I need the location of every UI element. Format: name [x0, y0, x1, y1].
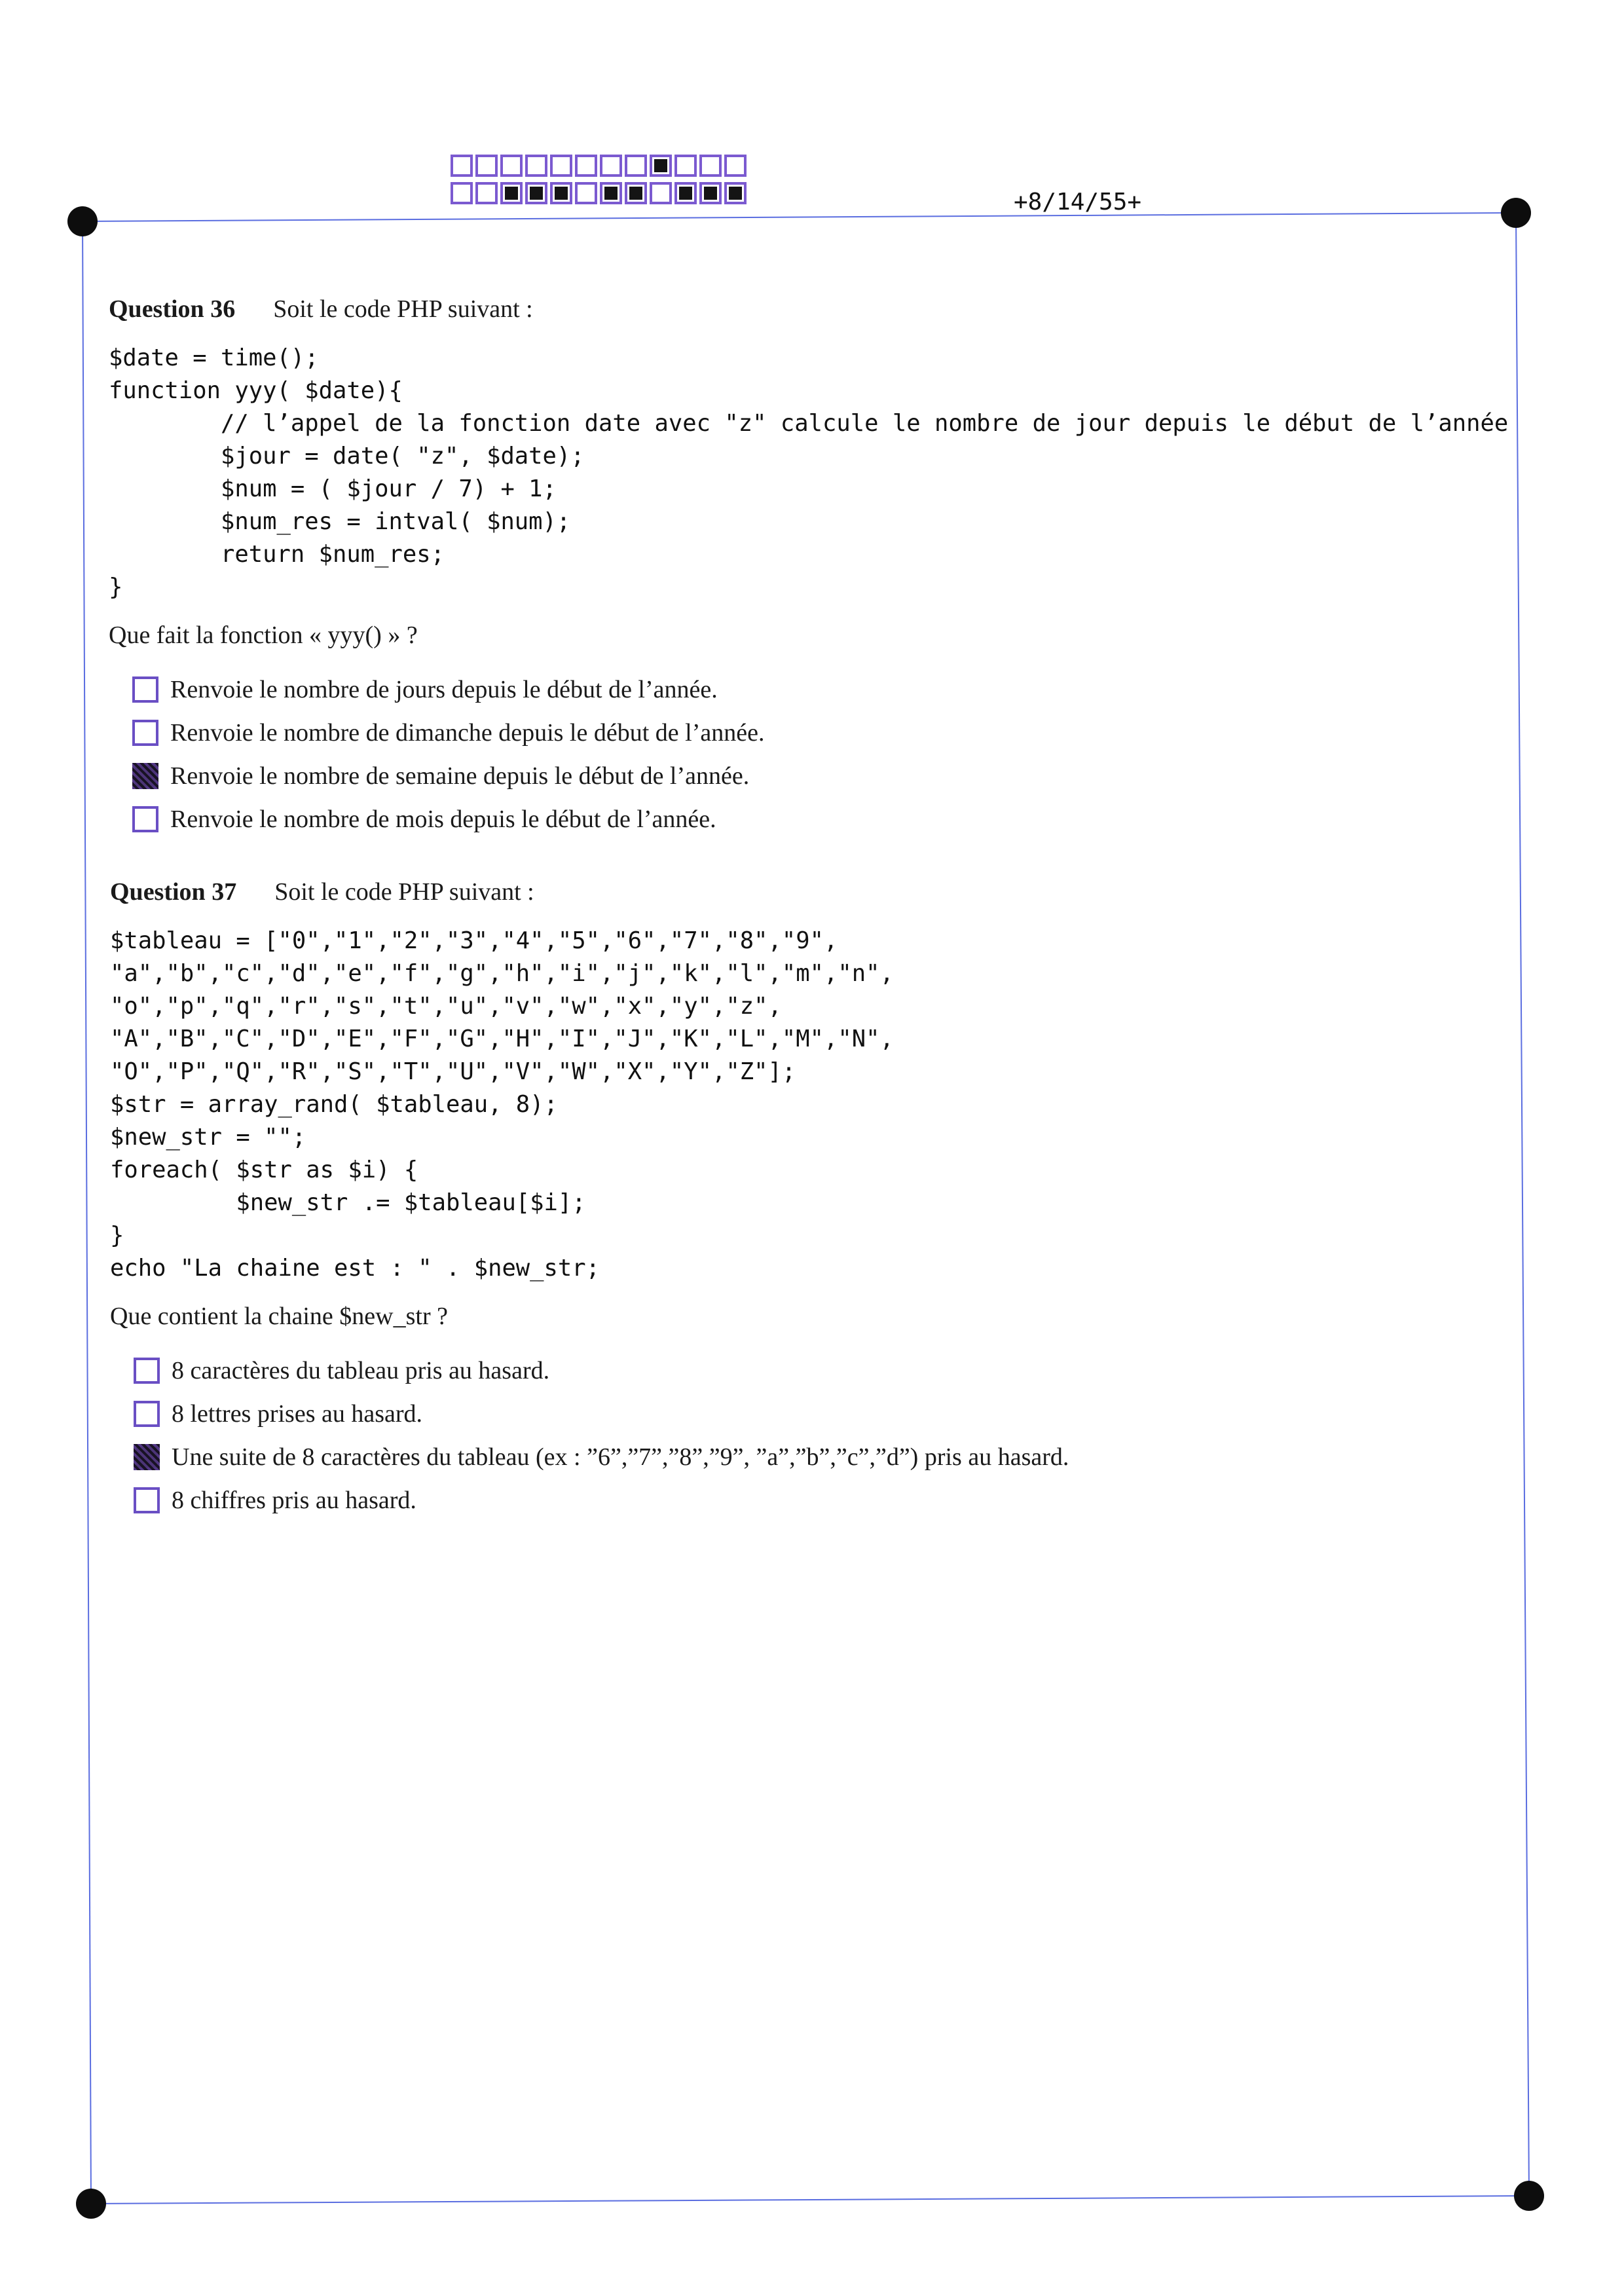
answer-checkbox[interactable] — [132, 676, 158, 703]
registration-mark-bottom-right — [1514, 2181, 1544, 2211]
answer-option — [110, 1479, 1069, 1522]
barcode-cell — [600, 155, 622, 177]
barcode-cell — [500, 182, 523, 204]
barcode-cell — [525, 155, 547, 177]
answer-checkbox[interactable] — [134, 1444, 160, 1470]
barcode-cell — [650, 155, 672, 177]
question-37-header — [110, 878, 1069, 906]
barcode-cell — [674, 182, 697, 204]
barcode-cell — [475, 182, 498, 204]
answer-label: Renvoie le nombre de mois depuis le début de l’année. — [170, 805, 716, 833]
registration-mark-bottom-left — [76, 2189, 106, 2219]
barcode-cell — [451, 182, 473, 204]
question-36-answers — [109, 668, 1508, 841]
question-36-prompt: Que fait la fonction « yyy() » ? — [109, 621, 418, 649]
barcode-cell — [699, 182, 722, 204]
answer-option — [110, 1435, 1069, 1479]
page-barcode — [451, 155, 747, 210]
answer-checkbox[interactable] — [132, 806, 158, 832]
barcode-cell — [550, 155, 572, 177]
answer-option — [110, 1349, 1069, 1392]
question-36-label: Question 36 — [109, 295, 236, 323]
barcode-cell — [600, 182, 622, 204]
question-37-answers — [110, 1349, 1069, 1522]
barcode-row-top — [451, 155, 747, 177]
barcode-cell — [451, 155, 473, 177]
question-37-prompt: Que contient la chaine $new_str ? — [110, 1303, 448, 1330]
barcode-cell — [650, 182, 672, 204]
barcode-cell — [674, 155, 697, 177]
question-37 — [110, 878, 1069, 1522]
question-36-intro: Soit le code PHP suivant : — [273, 295, 533, 323]
barcode-cell — [550, 182, 572, 204]
answer-label: Renvoie le nombre de dimanche depuis le début de l’année. — [170, 719, 765, 747]
answer-label: Renvoie le nombre de jours depuis le début de l’année. — [170, 676, 718, 703]
answer-option — [109, 798, 1508, 841]
answer-label: 8 lettres prises au hasard. — [172, 1400, 423, 1428]
answer-option — [109, 754, 1508, 798]
answer-option — [109, 668, 1508, 711]
registration-mark-top-right — [1501, 198, 1531, 228]
answer-checkbox[interactable] — [132, 763, 158, 789]
registration-mark-top-left — [67, 206, 98, 236]
barcode-cell — [575, 155, 597, 177]
answer-checkbox[interactable] — [134, 1358, 160, 1384]
barcode-cell — [724, 182, 747, 204]
answer-label: Renvoie le nombre de semaine depuis le début de l’année. — [170, 762, 750, 790]
question-36 — [109, 295, 1508, 841]
barcode-cell — [625, 182, 647, 204]
question-37-intro: Soit le code PHP suivant : — [274, 878, 534, 906]
barcode-cell — [699, 155, 722, 177]
answer-checkbox[interactable] — [132, 720, 158, 746]
question-37-code: $tableau = ["0","1","2","3","4","5","6","7","8","9", "a","b","c","d","e","f","g","h","i","j","k","l","m","n", "o","p","q","r","s","t","u","v","w","x","y","z", "A","B","C","D","E","F","G","H","I","J","K","L","M","N", "O","P","Q","R","S","T","U","V","W","X","Y","Z"]; $str = array_rand( $tableau, 8); $new_str = ""; foreach( $str as $i) { $new_str .= $tableau[$i]; } echo "La chaine est : " . $new_str; — [110, 927, 894, 1282]
answer-label: 8 chiffres pris au hasard. — [172, 1487, 416, 1514]
question-37-label: Question 37 — [110, 878, 237, 906]
answer-option — [110, 1392, 1069, 1435]
barcode-row-bottom — [451, 182, 747, 204]
answer-checkbox[interactable] — [134, 1401, 160, 1427]
answer-label: 8 caractères du tableau pris au hasard. — [172, 1357, 550, 1384]
page-identifier: +8/14/55+ — [1014, 189, 1142, 215]
answer-checkbox[interactable] — [134, 1487, 160, 1513]
answer-label: Une suite de 8 caractères du tableau (ex : ”6”,”7”,”8”,”9”, ”a”,”b”,”c”,”d”) pris au hasard. — [172, 1443, 1069, 1471]
barcode-cell — [525, 182, 547, 204]
question-36-code: $date = time(); function yyy( $date){ // l’appel de la fonction date avec "z" calcule le nombre de jour depuis le début de l’année $jour = date( "z", $date); $num = ( $jour / 7) + 1; $num_res = intval( $num); return $num_res; } — [109, 344, 1509, 601]
barcode-cell — [724, 155, 747, 177]
answer-option — [109, 711, 1508, 754]
barcode-cell — [500, 155, 523, 177]
barcode-cell — [625, 155, 647, 177]
barcode-cell — [475, 155, 498, 177]
question-36-header — [109, 295, 1508, 324]
barcode-cell — [575, 182, 597, 204]
